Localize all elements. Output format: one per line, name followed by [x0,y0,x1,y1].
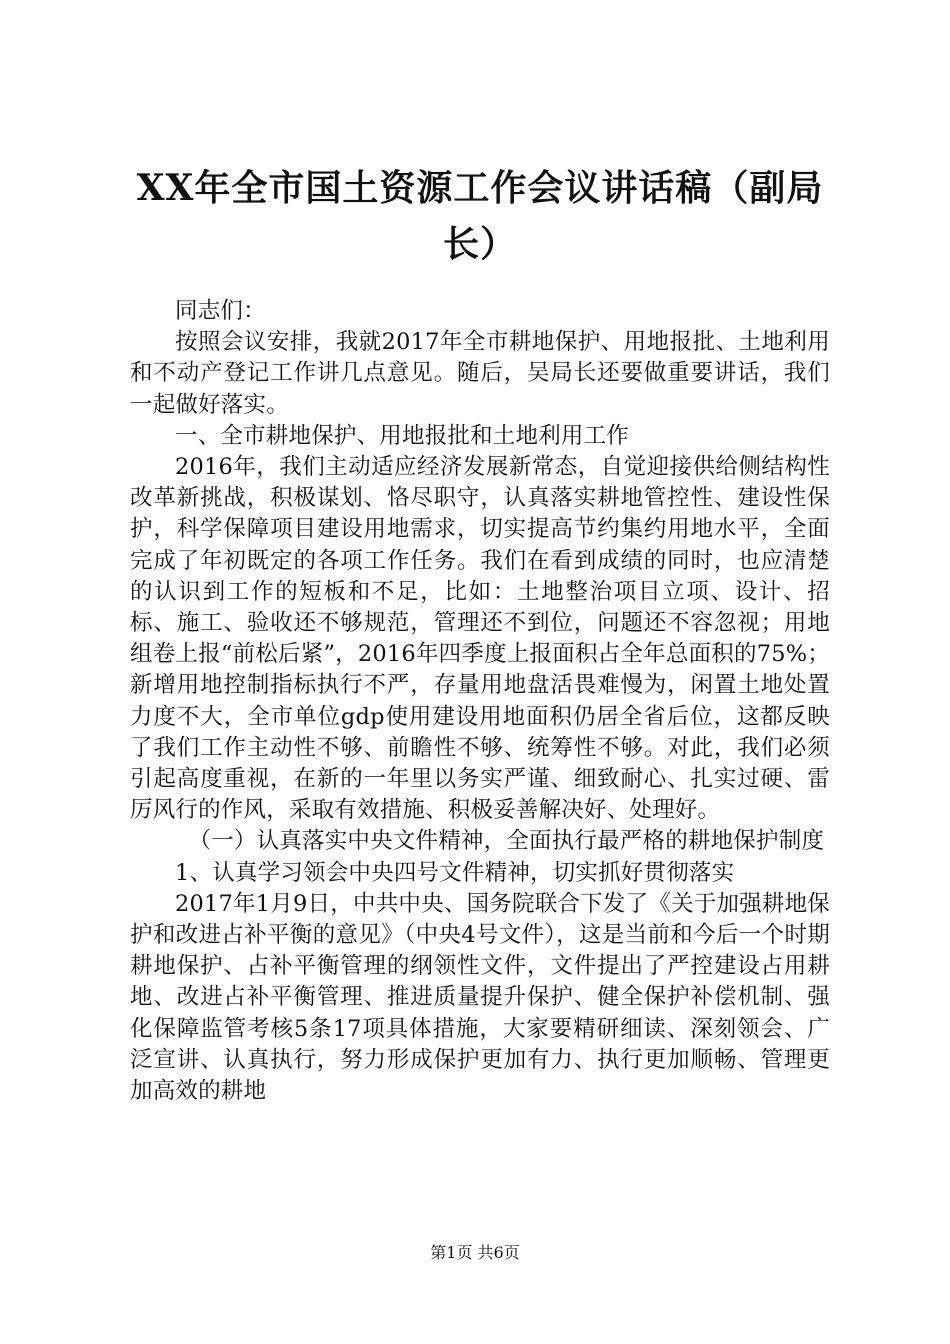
section-heading-1: 一、全市耕地保护、用地报批和土地利用工作 [175,422,630,449]
salutation-paragraph: 同志们： [175,298,266,324]
document-body [130,296,830,1107]
review-paragraph: 2016年，我们主动适应经济发展新常态，自觉迎接供给侧结构性改革新挑战，积极谋划、恪尽职守，认真落实耕地管控性、建设性保护，科学保障项目建设用地需求，切实提高节约集约用地水平，全面完成了年初既定的各项工作任务。我们在看到成绩的同时，也应清楚的认识到工作的短板和不足，比如：土地整治项目立项、设计、招标、施工、验收还不够规范，管理还不到位，问题还不容忽视；用地组卷上报“前松后紧”，2016年四季度上报面积占全年总面积的75%；新增用地控制指标执行不严，存量用地盘活畏难慢为，闲置土地处置力度不大，全市单位gdp使用建设用地面积仍居全省后位，这都反映了我们工作主动性不够、前瞻性不够、统筹性不够。对此，我们必须引起高度重视，在新的一年里以务实严谨、细致耐心、扎实过硬、雷厉风行的作风，采取有效措施、积极妥善解决好、处理好。 [130,454,830,824]
subsection-heading-1: （一）认真落实中央文件精神，全面执行最严格的耕地保护制度 [188,828,825,855]
document-title: XX年全市国土资源工作会议讲话稿（副局长） [136,167,824,265]
policy-paragraph: 2017年1月9日，中共中央、国务院联合下发了《关于加强耕地保护和改进占补平衡的意见》（中央4号文件），这是当前和今后一个时期耕地保护、占补平衡管理的纲领性文件，文件提出了严控建设占用耕地、改进占补平衡管理、推进质量提升保护、健全保护补偿机制、强化保障监管考核5条17项具体措施，大家要精研细读、深刻领会、广泛宣讲、认真执行，努力形成保护更加有力、执行更加顺畅、管理更加高效的耕地 [130,890,830,1105]
intro-paragraph: 按照会议安排，我就2017年全市耕地保护、用地报批、土地利用和不动产登记工作讲几点意见。随后，吴局长还要做重要讲话，我们一起做好落实。 [130,329,830,418]
item-heading-1: 1、认真学习领会中央四号文件精神，切实抓好贯彻落实 [175,859,735,886]
page-footer: 第1页 共6页 [430,1243,520,1262]
